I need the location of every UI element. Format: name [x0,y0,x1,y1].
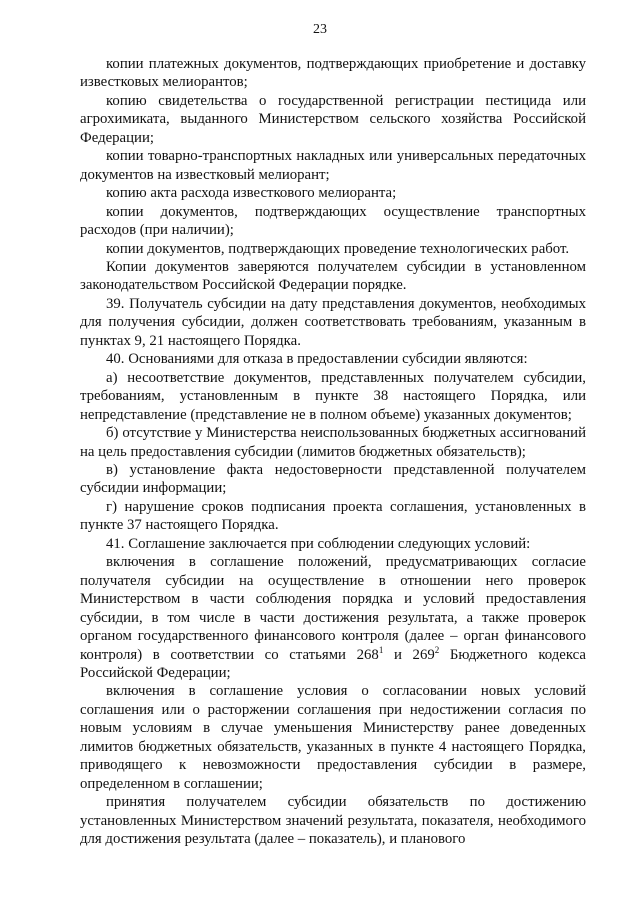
paragraph-41-new-conditions: включения в соглашение условия о согласовании новых условий соглашения или о расторжении соглашения при недостижении согласия по новым условиям в случае уменьшения Министерству ранее доведенных лимитов бюджетных обязательств, указанных в пункте 4 настоящего Порядка, приводящего к невозможности предоставления субсидии в размере, определенном в соглашении; [80,683,586,792]
paragraph-certification: Копии документов заверяются получателем субсидии в установленном законодательством Российской Федерации порядке. [80,258,586,294]
page-number: 23 [313,22,327,37]
paragraph-registration-certificate: копию свидетельства о государственной регистрации пестицида или агрохимиката, выданного Министерством сельского хозяйства Российской Федерации; [80,92,586,146]
paragraph-transport-docs: копии документов, подтверждающих осуществление транспортных расходов (при наличии); [80,203,586,239]
paragraph-40: 40. Основаниями для отказа в предоставлении субсидии являются: [106,351,528,368]
superscript-1: 1 [378,644,384,655]
paragraph-text-before: включения в соглашение положений, предусматривающих согласие получателя субсидии на осуществление в отношении него проверок Министерством в части соблюдения порядка и условий предоставления субсидии, в том числе в части достижения результата, а также проверок органом государственного финансового контроля (далее – орган финансового контроля) в соответствии со статьями 268 [80,554,586,663]
paragraph-40-g: г) нарушение сроков подписания проекта соглашения, установленных в пункте 37 настоящего Порядка. [80,498,586,534]
paragraph-39: 39. Получатель субсидии на дату представления документов, необходимых для получения субсидии, должен соответствовать требованиям, указанным в пунктах 9, 21 настоящего Порядка. [80,295,586,349]
paragraph-text-after: Бюджетного кодекса Российской Федерации; [80,646,586,681]
document-body [80,55,586,848]
paragraph-waybills: копии товарно-транспортных накладных или универсальных передаточных документов на известковый мелиорант; [80,148,586,183]
paragraph-41-obligations: принятия получателем субсидии обязательств по достижению установленных Министерством значений результата, показателя, необходимого для достижения результата (далее – показатель), и планового [80,794,586,848]
paragraph-consumption-act: копию акта расхода известкового мелиоранта; [106,185,397,202]
paragraph-41-audit-consent [80,553,586,682]
paragraph-text-middle: и 269 [383,646,435,663]
paragraph-payment-docs: копии платежных документов, подтверждающих приобретение и доставку известковых мелиорантов; [80,56,586,91]
paragraph-40-b: б) отсутствие у Министерства неиспользованных бюджетных ассигнований на цель предоставления субсидии (лимитов бюджетных обязательств); [80,425,586,460]
paragraph-40-a: а) несоответствие документов, представленных получателем субсидии, требованиям, установленным в пункте 38 настоящего Порядка, или непредставление (представление не в полном объеме) указанных документов; [80,369,586,423]
paragraph-technological-works: копии документов, подтверждающих проведение технологических работ. [106,240,570,257]
superscript-2: 2 [434,644,440,655]
paragraph-41: 41. Соглашение заключается при соблюдении следующих условий: [106,535,531,552]
paragraph-40-v: в) установление факта недостоверности представленной получателем субсидии информации; [80,461,586,497]
